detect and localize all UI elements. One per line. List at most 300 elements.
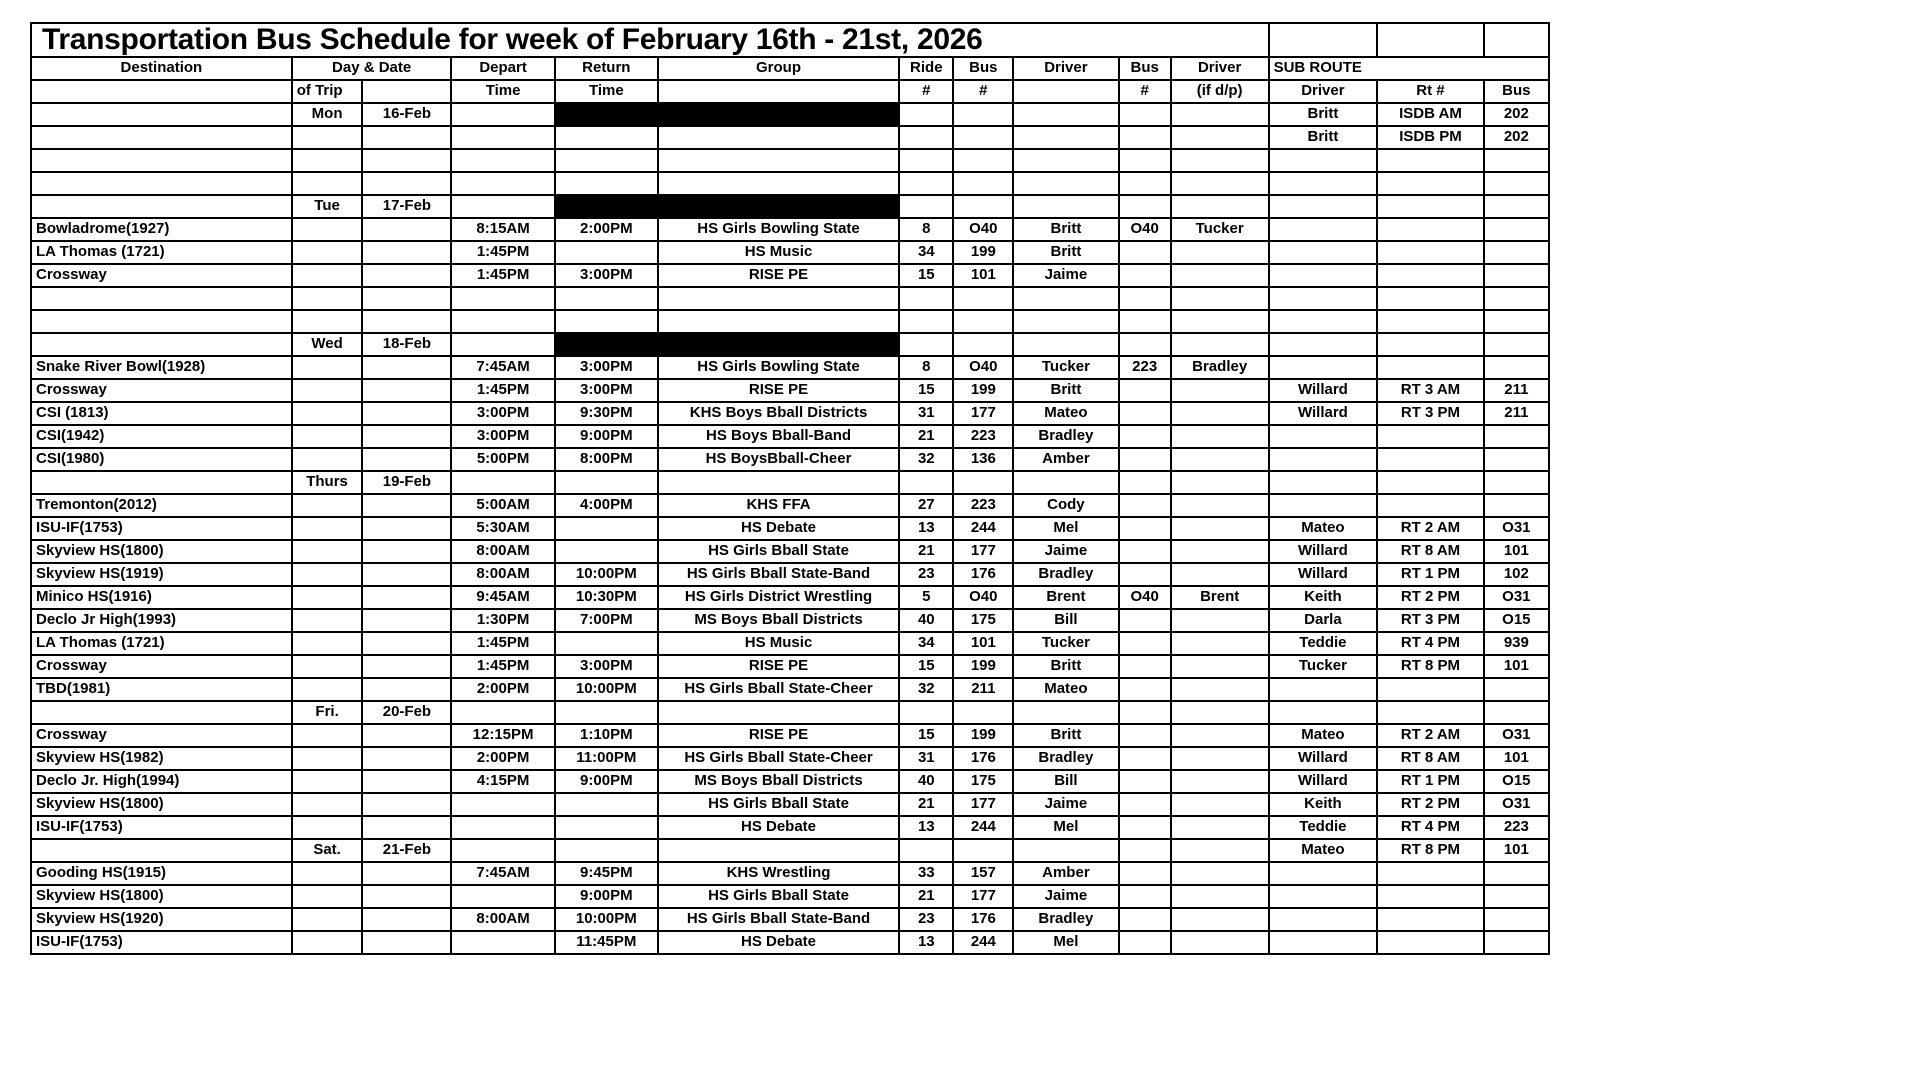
cell-destination[interactable]: CSI(1980) — [31, 448, 292, 471]
cell-date[interactable]: 21-Feb — [362, 839, 451, 862]
cell-ride-number[interactable]: 13 — [899, 517, 953, 540]
cell-bus2-number[interactable] — [1119, 678, 1171, 701]
schedule-row[interactable] — [31, 885, 1549, 908]
cell-bus2-number[interactable] — [1119, 793, 1171, 816]
cell-sub-rt[interactable]: RT 3 PM — [1377, 402, 1483, 425]
cell-driver[interactable]: Mel — [1013, 816, 1118, 839]
cell-depart-time[interactable]: 1:45PM — [451, 379, 554, 402]
cell-depart-time[interactable]: 2:00PM — [451, 678, 554, 701]
cell-sub-bus[interactable]: O15 — [1484, 770, 1549, 793]
cell-ride-number[interactable]: 15 — [899, 655, 953, 678]
cell-bus-number[interactable]: 177 — [953, 793, 1013, 816]
cell-sub-bus[interactable]: O31 — [1484, 793, 1549, 816]
cell-sub-bus[interactable]: 101 — [1484, 747, 1549, 770]
cell-driver2[interactable] — [1171, 862, 1269, 885]
schedule-row[interactable] — [31, 816, 1549, 839]
cell-ride-number[interactable]: 21 — [899, 425, 953, 448]
cell-return-time[interactable]: 11:00PM — [555, 747, 658, 770]
cell-return-time[interactable]: 10:30PM — [555, 586, 658, 609]
cell-bus2-number[interactable] — [1119, 609, 1171, 632]
cell-bus2-number[interactable] — [1119, 448, 1171, 471]
cell-driver2[interactable] — [1171, 563, 1269, 586]
cell-group[interactable]: RISE PE — [658, 655, 899, 678]
cell-destination[interactable]: CSI (1813) — [31, 402, 292, 425]
cell-group[interactable]: MS Boys Bball Districts — [658, 770, 899, 793]
cell-return-time[interactable]: 2:00PM — [555, 218, 658, 241]
cell-driver[interactable]: Tucker — [1013, 632, 1118, 655]
cell-depart-time[interactable]: 5:00PM — [451, 448, 554, 471]
cell-driver[interactable]: Mel — [1013, 517, 1118, 540]
cell-driver[interactable]: Mateo — [1013, 678, 1118, 701]
cell-ride-number[interactable]: 23 — [899, 563, 953, 586]
cell-sub-rt[interactable] — [1377, 448, 1483, 471]
cell-destination[interactable]: Crossway — [31, 724, 292, 747]
cell-sub-driver[interactable] — [1269, 195, 1378, 218]
cell-bus-number[interactable]: 175 — [953, 770, 1013, 793]
cell-sub-driver[interactable]: Willard — [1269, 563, 1378, 586]
cell-driver2[interactable] — [1171, 264, 1269, 287]
cell-group[interactable]: HS Music — [658, 241, 899, 264]
cell-sub-rt[interactable] — [1377, 264, 1483, 287]
cell-sub-driver[interactable]: Keith — [1269, 793, 1378, 816]
cell-bus-number[interactable]: O40 — [953, 218, 1013, 241]
cell-driver[interactable]: Brent — [1013, 586, 1118, 609]
cell-sub-bus[interactable]: 939 — [1484, 632, 1549, 655]
cell-return-time[interactable]: 10:00PM — [555, 678, 658, 701]
cell-day[interactable]: Sat. — [292, 839, 363, 862]
cell-sub-bus[interactable]: 101 — [1484, 540, 1549, 563]
cell-destination[interactable]: Gooding HS(1915) — [31, 862, 292, 885]
cell-bus2-number[interactable] — [1119, 931, 1171, 954]
cell-date[interactable]: 18-Feb — [362, 333, 451, 356]
cell-ride-number[interactable]: 21 — [899, 540, 953, 563]
cell-sub-rt[interactable] — [1377, 356, 1483, 379]
cell-depart-time[interactable]: 1:30PM — [451, 609, 554, 632]
cell-sub-rt[interactable] — [1377, 425, 1483, 448]
cell-group[interactable]: HS Boys Bball-Band — [658, 425, 899, 448]
cell-driver[interactable]: Amber — [1013, 862, 1118, 885]
cell-group[interactable]: HS Girls District Wrestling — [658, 586, 899, 609]
cell-ride-number[interactable]: 15 — [899, 264, 953, 287]
cell-sub-driver[interactable]: Keith — [1269, 586, 1378, 609]
cell-ride-number[interactable]: 21 — [899, 885, 953, 908]
cell-sub-driver[interactable] — [1269, 494, 1378, 517]
cell-bus-number[interactable]: 176 — [953, 747, 1013, 770]
cell-bus-number[interactable]: 176 — [953, 908, 1013, 931]
cell-bus-number[interactable]: 223 — [953, 425, 1013, 448]
cell-bus2-number[interactable] — [1119, 379, 1171, 402]
cell-driver2[interactable] — [1171, 770, 1269, 793]
cell-group[interactable]: HS Girls Bball State — [658, 793, 899, 816]
cell-sub-bus[interactable] — [1484, 471, 1549, 494]
cell-destination[interactable]: TBD(1981) — [31, 678, 292, 701]
cell-destination[interactable]: Crossway — [31, 379, 292, 402]
schedule-row[interactable] — [31, 494, 1549, 517]
cell-return-time[interactable]: 9:45PM — [555, 862, 658, 885]
cell-group[interactable]: HS Girls Bball State-Cheer — [658, 678, 899, 701]
cell-sub-driver[interactable] — [1269, 264, 1378, 287]
cell-sub-bus[interactable]: 202 — [1484, 126, 1549, 149]
cell-destination[interactable]: Declo Jr. High(1994) — [31, 770, 292, 793]
cell-return-time[interactable]: 3:00PM — [555, 379, 658, 402]
cell-day[interactable]: Tue — [292, 195, 363, 218]
cell-group[interactable]: KHS Wrestling — [658, 862, 899, 885]
cell-sub-driver[interactable]: Britt — [1269, 103, 1378, 126]
cell-group[interactable]: KHS FFA — [658, 494, 899, 517]
cell-depart-time[interactable]: 7:45AM — [451, 356, 554, 379]
schedule-row[interactable] — [31, 655, 1549, 678]
cell-sub-bus[interactable]: 101 — [1484, 839, 1549, 862]
cell-sub-rt[interactable]: ISDB AM — [1377, 103, 1483, 126]
schedule-row[interactable] — [31, 126, 1549, 149]
cell-bus2-number[interactable] — [1119, 494, 1171, 517]
cell-depart-time[interactable]: 5:00AM — [451, 494, 554, 517]
cell-sub-driver[interactable] — [1269, 678, 1378, 701]
schedule-row[interactable] — [31, 540, 1549, 563]
cell-return-time[interactable] — [555, 540, 658, 563]
cell-return-time[interactable] — [555, 793, 658, 816]
cell-return-time[interactable]: 9:00PM — [555, 770, 658, 793]
cell-depart-time[interactable]: 12:15PM — [451, 724, 554, 747]
cell-destination[interactable]: CSI(1942) — [31, 425, 292, 448]
cell-sub-rt[interactable]: RT 4 PM — [1377, 816, 1483, 839]
cell-ride-number[interactable]: 15 — [899, 379, 953, 402]
cell-group[interactable]: HS Girls Bball State-Band — [658, 563, 899, 586]
cell-group[interactable]: HS BoysBball-Cheer — [658, 448, 899, 471]
cell-driver2[interactable] — [1171, 517, 1269, 540]
cell-day[interactable]: Fri. — [292, 701, 363, 724]
cell-driver2[interactable] — [1171, 126, 1269, 149]
cell-ride-number[interactable]: 13 — [899, 816, 953, 839]
cell-depart-time[interactable]: 1:45PM — [451, 241, 554, 264]
cell-driver[interactable]: Bill — [1013, 609, 1118, 632]
cell-day[interactable]: Mon — [292, 103, 363, 126]
day-header-row[interactable] — [31, 103, 1549, 126]
cell-bus2-number[interactable] — [1119, 241, 1171, 264]
cell-depart-time[interactable]: 8:00AM — [451, 540, 554, 563]
cell-destination[interactable]: Declo Jr High(1993) — [31, 609, 292, 632]
cell-depart-time[interactable]: 7:45AM — [451, 862, 554, 885]
cell-sub-driver[interactable] — [1269, 931, 1378, 954]
cell-ride-number[interactable]: 40 — [899, 770, 953, 793]
cell-sub-rt[interactable]: RT 8 PM — [1377, 839, 1483, 862]
cell-return-time[interactable]: 3:00PM — [555, 655, 658, 678]
cell-depart-time[interactable]: 8:15AM — [451, 218, 554, 241]
cell-driver2[interactable]: Brent — [1171, 586, 1269, 609]
cell-group[interactable]: RISE PE — [658, 264, 899, 287]
cell-sub-rt[interactable]: RT 3 PM — [1377, 609, 1483, 632]
cell-sub-bus[interactable] — [1484, 218, 1549, 241]
cell-depart-time[interactable]: 9:45AM — [451, 586, 554, 609]
cell-bus-number[interactable] — [953, 126, 1013, 149]
cell-group[interactable]: RISE PE — [658, 379, 899, 402]
cell-sub-driver[interactable]: Mateo — [1269, 517, 1378, 540]
cell-group[interactable]: HS Girls Bball State-Band — [658, 908, 899, 931]
schedule-row[interactable] — [31, 517, 1549, 540]
cell-sub-rt[interactable]: RT 8 PM — [1377, 655, 1483, 678]
cell-sub-rt[interactable] — [1377, 908, 1483, 931]
schedule-row[interactable] — [31, 448, 1549, 471]
schedule-row[interactable] — [31, 425, 1549, 448]
cell-destination[interactable]: LA Thomas (1721) — [31, 241, 292, 264]
cell-bus2-number[interactable]: 223 — [1119, 356, 1171, 379]
cell-bus2-number[interactable] — [1119, 402, 1171, 425]
cell-sub-rt[interactable] — [1377, 333, 1483, 356]
cell-depart-time[interactable]: 4:15PM — [451, 770, 554, 793]
cell-driver2[interactable] — [1171, 793, 1269, 816]
cell-bus-number[interactable]: 244 — [953, 931, 1013, 954]
cell-return-time[interactable]: 3:00PM — [555, 356, 658, 379]
cell-driver2[interactable]: Tucker — [1171, 218, 1269, 241]
cell-driver[interactable]: Bradley — [1013, 747, 1118, 770]
cell-sub-bus[interactable] — [1484, 333, 1549, 356]
cell-bus2-number[interactable] — [1119, 540, 1171, 563]
cell-sub-driver[interactable]: Mateo — [1269, 724, 1378, 747]
cell-sub-bus[interactable] — [1484, 264, 1549, 287]
cell-sub-rt[interactable] — [1377, 862, 1483, 885]
cell-driver[interactable]: Jaime — [1013, 885, 1118, 908]
cell-bus-number[interactable]: 177 — [953, 540, 1013, 563]
schedule-row[interactable] — [31, 218, 1549, 241]
cell-return-time[interactable]: 10:00PM — [555, 908, 658, 931]
cell-sub-bus[interactable]: 211 — [1484, 402, 1549, 425]
cell-driver[interactable]: Amber — [1013, 448, 1118, 471]
cell-sub-bus[interactable]: 101 — [1484, 655, 1549, 678]
cell-driver2[interactable] — [1171, 655, 1269, 678]
cell-return-time[interactable] — [555, 241, 658, 264]
cell-driver[interactable]: Britt — [1013, 655, 1118, 678]
cell-group[interactable]: HS Music — [658, 632, 899, 655]
cell-sub-driver[interactable]: Teddie — [1269, 816, 1378, 839]
cell-sub-driver[interactable] — [1269, 471, 1378, 494]
cell-sub-rt[interactable]: RT 8 AM — [1377, 540, 1483, 563]
cell-bus2-number[interactable]: O40 — [1119, 218, 1171, 241]
cell-ride-number[interactable]: 23 — [899, 908, 953, 931]
cell-sub-rt[interactable]: RT 2 PM — [1377, 586, 1483, 609]
cell-group[interactable]: HS Girls Bowling State — [658, 218, 899, 241]
cell-sub-driver[interactable]: Willard — [1269, 747, 1378, 770]
cell-bus2-number[interactable] — [1119, 885, 1171, 908]
cell-ride-number[interactable]: 34 — [899, 632, 953, 655]
day-header-row[interactable] — [31, 701, 1549, 724]
cell-sub-rt[interactable]: ISDB PM — [1377, 126, 1483, 149]
cell-return-time[interactable]: 1:10PM — [555, 724, 658, 747]
cell-group[interactable]: RISE PE — [658, 724, 899, 747]
cell-bus-number[interactable]: 244 — [953, 816, 1013, 839]
cell-sub-rt[interactable] — [1377, 195, 1483, 218]
cell-sub-driver[interactable] — [1269, 218, 1378, 241]
cell-destination[interactable]: ISU-IF(1753) — [31, 816, 292, 839]
cell-destination[interactable]: Crossway — [31, 264, 292, 287]
cell-sub-bus[interactable]: O31 — [1484, 724, 1549, 747]
cell-day[interactable]: Wed — [292, 333, 363, 356]
cell-group[interactable]: MS Boys Bball Districts — [658, 609, 899, 632]
cell-depart-time[interactable] — [451, 931, 554, 954]
cell-bus-number[interactable]: 157 — [953, 862, 1013, 885]
cell-driver2[interactable]: Bradley — [1171, 356, 1269, 379]
cell-driver2[interactable] — [1171, 816, 1269, 839]
cell-sub-driver[interactable] — [1269, 908, 1378, 931]
cell-date[interactable]: 17-Feb — [362, 195, 451, 218]
cell-destination[interactable]: Snake River Bowl(1928) — [31, 356, 292, 379]
cell-driver2[interactable] — [1171, 678, 1269, 701]
cell-sub-bus[interactable] — [1484, 862, 1549, 885]
cell-bus-number[interactable]: 199 — [953, 241, 1013, 264]
cell-return-time[interactable]: 11:45PM — [555, 931, 658, 954]
cell-group[interactable] — [658, 126, 899, 149]
cell-driver2[interactable] — [1171, 402, 1269, 425]
cell-sub-bus[interactable]: O15 — [1484, 609, 1549, 632]
cell-driver[interactable]: Cody — [1013, 494, 1118, 517]
cell-driver[interactable]: Britt — [1013, 241, 1118, 264]
schedule-row[interactable] — [31, 402, 1549, 425]
schedule-row[interactable] — [31, 356, 1549, 379]
cell-bus2-number[interactable] — [1119, 632, 1171, 655]
cell-bus-number[interactable]: 244 — [953, 517, 1013, 540]
cell-depart-time[interactable]: 3:00PM — [451, 402, 554, 425]
cell-sub-driver[interactable]: Willard — [1269, 770, 1378, 793]
schedule-row[interactable] — [31, 908, 1549, 931]
cell-return-time[interactable] — [555, 517, 658, 540]
cell-driver2[interactable] — [1171, 747, 1269, 770]
cell-destination[interactable]: ISU-IF(1753) — [31, 931, 292, 954]
cell-bus-number[interactable]: 199 — [953, 379, 1013, 402]
cell-driver[interactable]: Jaime — [1013, 264, 1118, 287]
cell-ride-number[interactable]: 21 — [899, 793, 953, 816]
cell-driver2[interactable] — [1171, 609, 1269, 632]
cell-bus2-number[interactable] — [1119, 816, 1171, 839]
schedule-row[interactable] — [31, 379, 1549, 402]
cell-sub-driver[interactable]: Willard — [1269, 379, 1378, 402]
cell-sub-rt[interactable] — [1377, 931, 1483, 954]
schedule-row[interactable] — [31, 586, 1549, 609]
cell-sub-driver[interactable]: Darla — [1269, 609, 1378, 632]
cell-sub-rt[interactable] — [1377, 701, 1483, 724]
cell-sub-driver[interactable]: Tucker — [1269, 655, 1378, 678]
cell-sub-rt[interactable]: RT 3 AM — [1377, 379, 1483, 402]
cell-sub-bus[interactable] — [1484, 885, 1549, 908]
cell-bus2-number[interactable] — [1119, 517, 1171, 540]
cell-driver[interactable]: Bradley — [1013, 425, 1118, 448]
cell-driver[interactable]: Tucker — [1013, 356, 1118, 379]
cell-driver[interactable]: Mateo — [1013, 402, 1118, 425]
schedule-row[interactable] — [31, 264, 1549, 287]
cell-driver2[interactable] — [1171, 425, 1269, 448]
cell-bus-number[interactable]: 223 — [953, 494, 1013, 517]
cell-destination[interactable]: Skyview HS(1800) — [31, 540, 292, 563]
cell-depart-time[interactable]: 2:00PM — [451, 747, 554, 770]
cell-destination[interactable]: Skyview HS(1919) — [31, 563, 292, 586]
cell-depart-time[interactable]: 8:00AM — [451, 563, 554, 586]
cell-sub-bus[interactable]: 223 — [1484, 816, 1549, 839]
cell-bus2-number[interactable] — [1119, 908, 1171, 931]
cell-sub-rt[interactable] — [1377, 494, 1483, 517]
cell-sub-rt[interactable]: RT 2 AM — [1377, 517, 1483, 540]
cell-destination[interactable] — [31, 126, 292, 149]
cell-bus-number[interactable]: 176 — [953, 563, 1013, 586]
cell-destination[interactable]: Skyview HS(1920) — [31, 908, 292, 931]
cell-sub-bus[interactable] — [1484, 908, 1549, 931]
schedule-row[interactable] — [31, 241, 1549, 264]
schedule-row[interactable] — [31, 609, 1549, 632]
cell-driver2[interactable] — [1171, 931, 1269, 954]
cell-destination[interactable]: Skyview HS(1800) — [31, 793, 292, 816]
cell-sub-rt[interactable] — [1377, 218, 1483, 241]
cell-sub-driver[interactable]: Teddie — [1269, 632, 1378, 655]
cell-sub-bus[interactable] — [1484, 356, 1549, 379]
cell-depart-time[interactable]: 1:45PM — [451, 264, 554, 287]
cell-bus-number[interactable]: 101 — [953, 264, 1013, 287]
cell-bus-number[interactable]: 199 — [953, 724, 1013, 747]
cell-sub-bus[interactable] — [1484, 494, 1549, 517]
cell-destination[interactable]: LA Thomas (1721) — [31, 632, 292, 655]
schedule-row[interactable] — [31, 724, 1549, 747]
cell-sub-rt[interactable]: RT 1 PM — [1377, 563, 1483, 586]
cell-driver2[interactable] — [1171, 241, 1269, 264]
cell-bus-number[interactable]: 175 — [953, 609, 1013, 632]
schedule-row[interactable] — [31, 747, 1549, 770]
cell-bus-number[interactable]: 177 — [953, 402, 1013, 425]
cell-ride-number[interactable] — [899, 126, 953, 149]
cell-driver2[interactable] — [1171, 885, 1269, 908]
cell-bus-number[interactable]: O40 — [953, 356, 1013, 379]
cell-destination[interactable]: Skyview HS(1800) — [31, 885, 292, 908]
cell-group[interactable]: HS Girls Bowling State — [658, 356, 899, 379]
cell-driver[interactable]: Mel — [1013, 931, 1118, 954]
cell-driver[interactable] — [1013, 126, 1118, 149]
cell-sub-driver[interactable] — [1269, 885, 1378, 908]
cell-ride-number[interactable]: 33 — [899, 862, 953, 885]
cell-bus-number[interactable]: 199 — [953, 655, 1013, 678]
cell-sub-bus[interactable]: 202 — [1484, 103, 1549, 126]
cell-sub-driver[interactable] — [1269, 862, 1378, 885]
day-header-row[interactable] — [31, 333, 1549, 356]
cell-driver[interactable]: Britt — [1013, 379, 1118, 402]
cell-sub-driver[interactable]: Willard — [1269, 540, 1378, 563]
cell-driver2[interactable] — [1171, 724, 1269, 747]
cell-destination[interactable]: Skyview HS(1982) — [31, 747, 292, 770]
cell-bus2-number[interactable] — [1119, 724, 1171, 747]
cell-ride-number[interactable]: 13 — [899, 931, 953, 954]
cell-date[interactable]: 16-Feb — [362, 103, 451, 126]
cell-driver[interactable]: Bradley — [1013, 563, 1118, 586]
cell-sub-rt[interactable]: RT 8 AM — [1377, 747, 1483, 770]
cell-depart-time[interactable]: 1:45PM — [451, 632, 554, 655]
cell-sub-rt[interactable] — [1377, 241, 1483, 264]
cell-depart-time[interactable]: 5:30AM — [451, 517, 554, 540]
cell-ride-number[interactable]: 8 — [899, 218, 953, 241]
cell-sub-driver[interactable] — [1269, 701, 1378, 724]
cell-depart-time[interactable]: 3:00PM — [451, 425, 554, 448]
cell-driver2[interactable] — [1171, 540, 1269, 563]
cell-driver2[interactable] — [1171, 379, 1269, 402]
cell-return-time[interactable] — [555, 126, 658, 149]
cell-sub-rt[interactable]: RT 2 PM — [1377, 793, 1483, 816]
cell-depart-time[interactable] — [451, 816, 554, 839]
cell-sub-driver[interactable] — [1269, 425, 1378, 448]
cell-depart-time[interactable] — [451, 793, 554, 816]
cell-ride-number[interactable]: 32 — [899, 448, 953, 471]
cell-depart-time[interactable]: 1:45PM — [451, 655, 554, 678]
cell-group[interactable]: HS Girls Bball State-Cheer — [658, 747, 899, 770]
cell-destination[interactable]: Minico HS(1916) — [31, 586, 292, 609]
cell-return-time[interactable] — [555, 632, 658, 655]
cell-sub-driver[interactable] — [1269, 356, 1378, 379]
schedule-row[interactable] — [31, 632, 1549, 655]
cell-sub-bus[interactable] — [1484, 678, 1549, 701]
cell-group[interactable]: HS Debate — [658, 517, 899, 540]
cell-group[interactable]: HS Debate — [658, 931, 899, 954]
